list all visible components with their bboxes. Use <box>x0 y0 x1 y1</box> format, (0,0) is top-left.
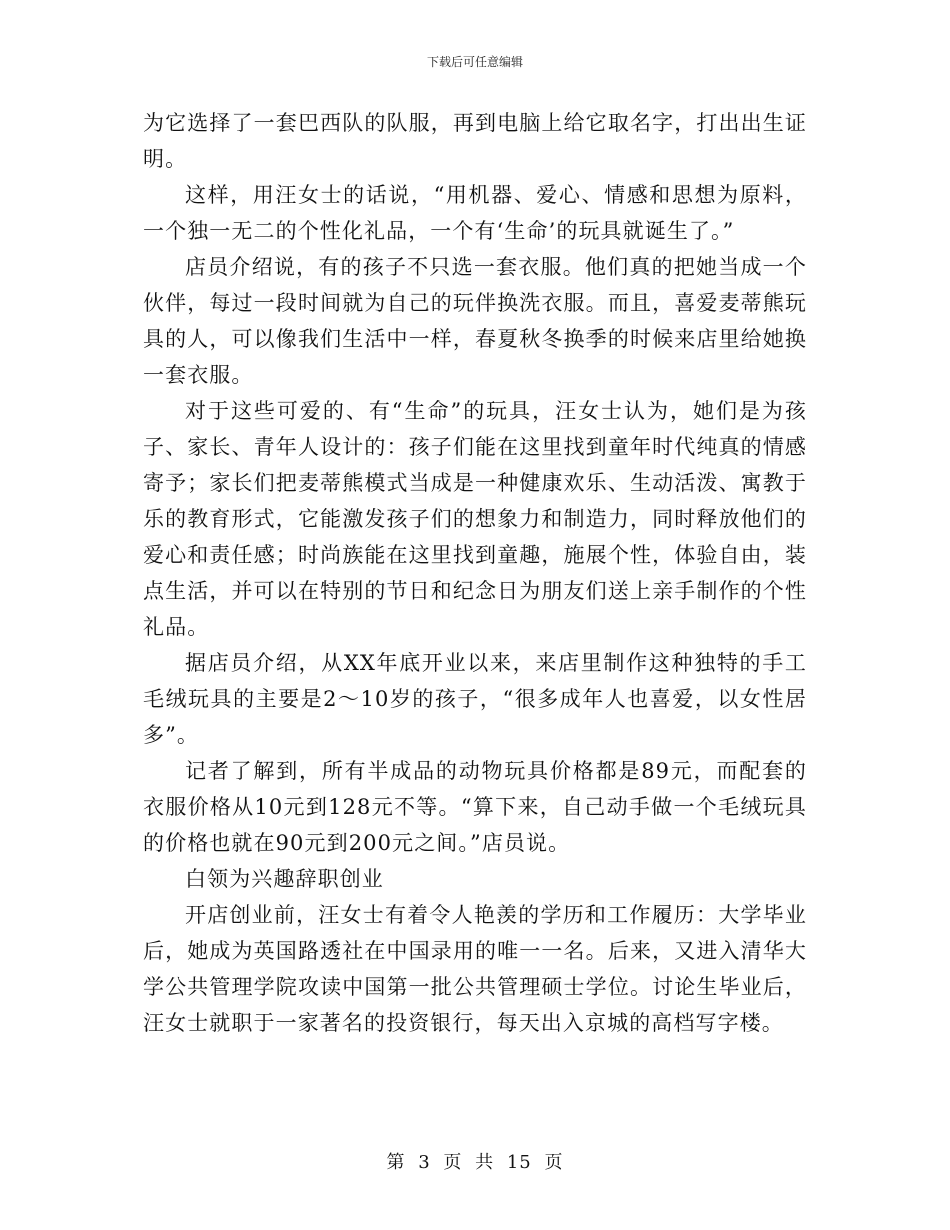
paragraph: 这样，用汪女士的话说，“用机器、爱心、情感和思想为原料，一个独一无二的个性化礼品，一个有‘生命’的玩具就诞生了。” <box>143 183 807 243</box>
body-text <box>143 105 807 1041</box>
paragraph: 店员介绍说，有的孩子不只选一套衣服。他们真的把她当成一个伙伴，每过一段时间就为自己的玩伴换洗衣服。而且，喜爱麦蒂熊玩具的人，可以像我们生活中一样，春夏秋冬换季的时候来店里给她换一套衣服。 <box>143 255 807 387</box>
paragraph: 对于这些可爱的、有“生命”的玩具，汪女士认为，她们是为孩子、家长、青年人设计的：孩子们能在这里找到童年时代纯真的情感寄予；家长们把麦蒂熊模式当成是一种健康欢乐、生动活泼、寓教于乐的教育形式，它能激发孩子们的想象力和制造力，同时释放他们的爱心和责任感；时尚族能在这里找到童趣，施展个性，体验自由，装点生活，并可以在特别的节日和纪念日为朋友们送上亲手制作的个性礼品。 <box>143 399 807 639</box>
page-footer: 第 3 页 共 15 页 <box>386 1152 564 1173</box>
paragraph-continuation: 为它选择了一套巴西队的队服，再到电脑上给它取名字，打出出生证明。 <box>143 111 807 171</box>
page-header: 下载后可任意编辑 <box>426 55 523 69</box>
paragraph: 记者了解到，所有半成品的动物玩具价格都是89元，而配套的衣服价格从10元到128元不等。“算下来，自己动手做一个毛绒玩具的价格也就在90元到200元之间。”店员说。 <box>143 759 807 855</box>
paragraph: 开店创业前，汪女士有着令人艳羡的学历和工作履历：大学毕业后，她成为英国路透社在中国录用的唯一一名。后来，又进入清华大学公共管理学院攻读中国第一批公共管理硕士学位。讨论生毕业后，汪女士就职于一家著名的投资银行，每天出入京城的高档写字楼。 <box>143 903 807 1035</box>
section-heading: 白领为兴趣辞职创业 <box>185 867 384 891</box>
paragraph: 据店员介绍，从XX年底开业以来，来店里制作这种独特的手工毛绒玩具的主要是2～10岁的孩子，“很多成年人也喜爱，以女性居多”。 <box>143 651 807 747</box>
